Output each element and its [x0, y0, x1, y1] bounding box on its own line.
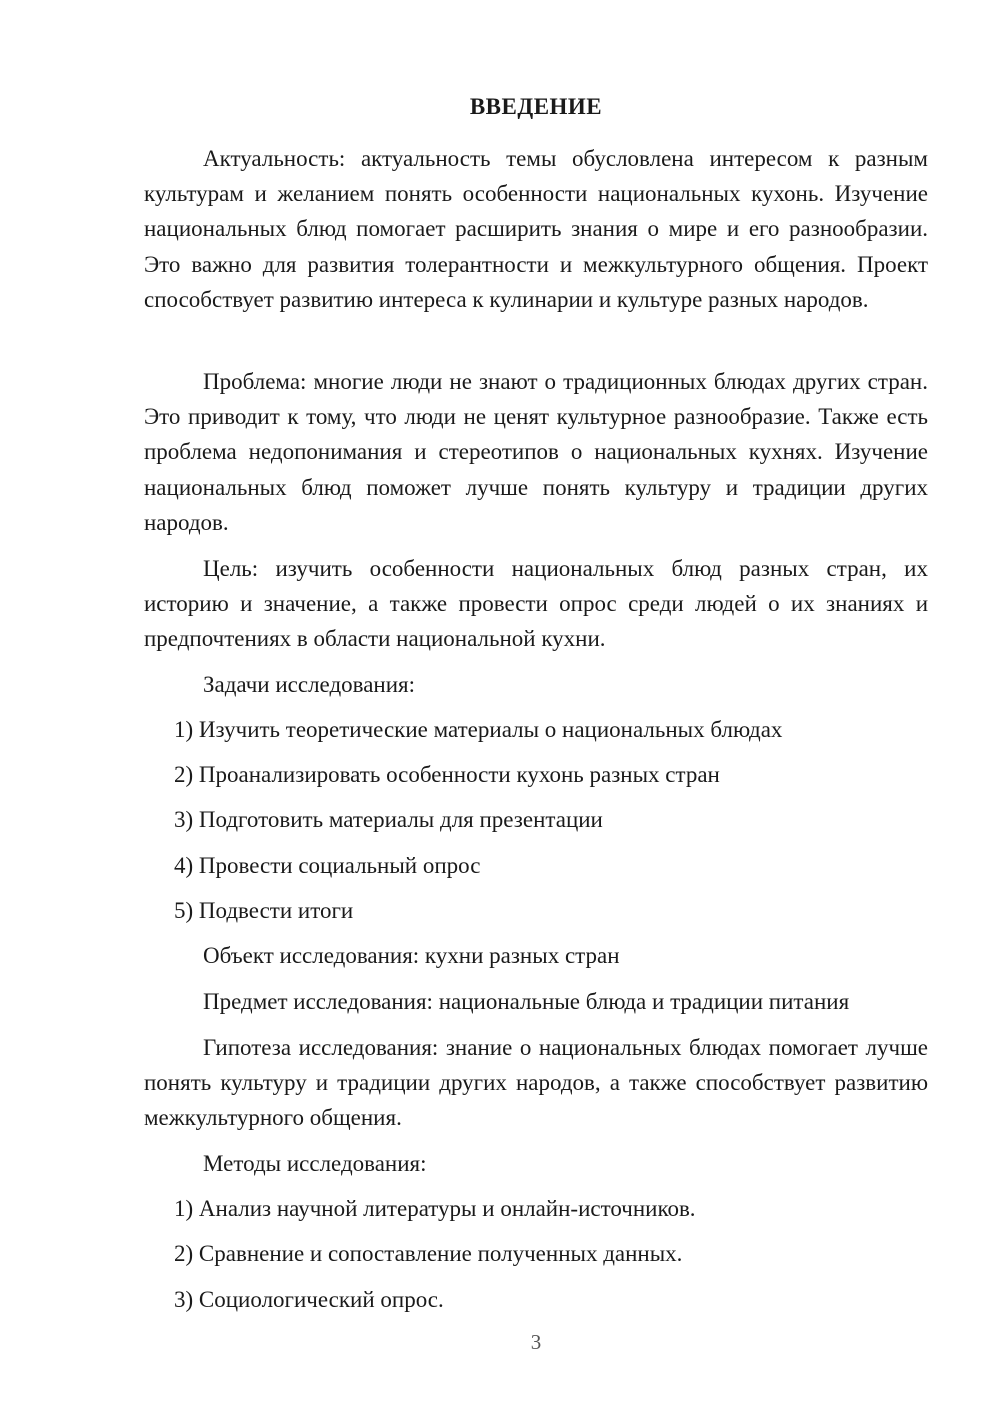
tasks-heading: Задачи исследования:: [203, 672, 416, 697]
research-object: Объект исследования: кухни разных стран: [203, 943, 620, 968]
task-item: 5) Подвести итоги: [174, 898, 354, 923]
task-item: 2) Проанализировать особенности кухонь разных стран: [174, 762, 720, 787]
method-item: 3) Социологический опрос.: [174, 1287, 444, 1312]
page-number: 3: [530, 1330, 542, 1354]
relevance-paragraph: Актуальность: актуальность темы обусловлена интересом к разным культурам и желанием понять особенности национальных кухонь. Изучение национальных блюд помогает расширить знания о мире и его разнообразии. Это важно для развития толерантности и межкультурного общения. Проект способствует развитию интереса к кулинарии и культуре разных народов.: [144, 146, 928, 312]
method-item: 1) Анализ научной литературы и онлайн-источников.: [174, 1196, 696, 1221]
section-title: ВВЕДЕНИЕ: [469, 94, 603, 119]
research-subject: Предмет исследования: национальные блюда и традиции питания: [203, 989, 850, 1014]
methods-heading: Методы исследования:: [203, 1151, 427, 1176]
task-item: 1) Изучить теоретические материалы о национальных блюдах: [174, 717, 783, 742]
method-item: 2) Сравнение и сопоставление полученных данных.: [174, 1241, 683, 1266]
task-item: 4) Провести социальный опрос: [174, 853, 481, 878]
goal-paragraph: Цель: изучить особенности национальных блюд разных стран, их историю и значение, а также провести опрос среди людей о их знаниях и предпочтениях в области национальной кухни.: [144, 556, 928, 652]
task-item: 3) Подготовить материалы для презентации: [174, 807, 603, 832]
hypothesis-paragraph: Гипотеза исследования: знание о национальных блюдах помогает лучше понять культуру и традиции других народов, а также способствует развитию межкультурного общения.: [144, 1035, 928, 1131]
problem-paragraph: Проблема: многие люди не знают о традиционных блюдах других стран. Это приводит к тому, что люди не ценят культурное разнообразие. Также есть проблема недопонимания и стереотипов о национальных кухнях. Изучение национальных блюд поможет лучше понять культуру и традиции других народов.: [144, 369, 928, 535]
